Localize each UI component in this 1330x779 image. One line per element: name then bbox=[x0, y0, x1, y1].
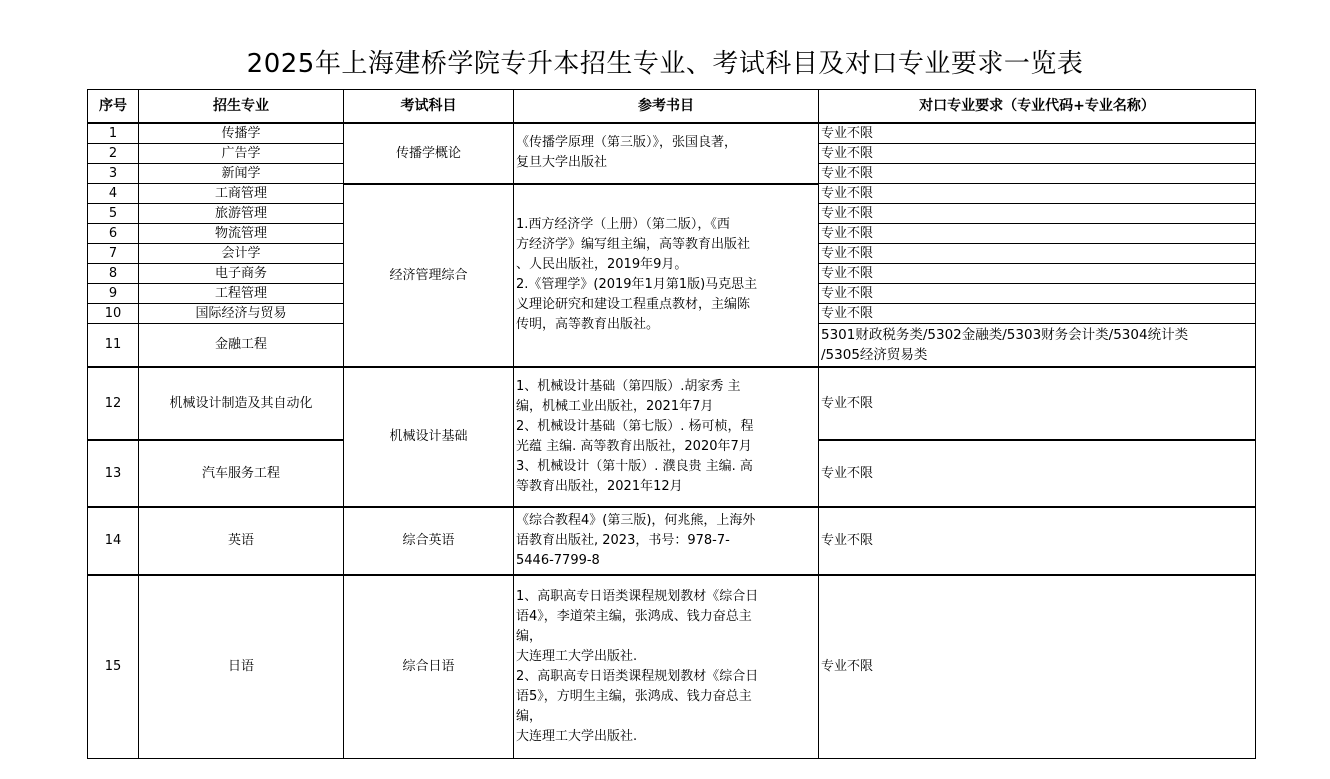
requirement-cell: 专业不限 bbox=[819, 123, 1256, 144]
exam-cell: 传播学概论 bbox=[344, 123, 514, 184]
books-cell: 1.西方经济学（上册）（第二版），《西 方经济学》编写组主编，高等教育出版社 、人民出版社，2019年9月。 2.《管理学》(2019年1月第1版)马克思主 义理论研究和建设工程重点教材，主编陈 传明，高等教育出版社。 bbox=[514, 184, 819, 368]
table-row bbox=[88, 507, 1256, 575]
seq-cell: 6 bbox=[88, 224, 139, 244]
table-row bbox=[88, 123, 1256, 144]
major-cell: 机械设计制造及其自动化 bbox=[139, 367, 344, 440]
header-seq: 序号 bbox=[88, 90, 139, 124]
major-cell: 国际经济与贸易 bbox=[139, 304, 344, 324]
seq-cell: 14 bbox=[88, 507, 139, 575]
requirement-cell: 专业不限 bbox=[819, 367, 1256, 440]
major-cell: 旅游管理 bbox=[139, 204, 344, 224]
seq-cell: 5 bbox=[88, 204, 139, 224]
seq-cell: 2 bbox=[88, 144, 139, 164]
table-header-row bbox=[88, 90, 1256, 124]
requirement-cell: 专业不限 bbox=[819, 244, 1256, 264]
table-row bbox=[88, 575, 1256, 759]
requirement-cell: 专业不限 bbox=[819, 284, 1256, 304]
major-cell: 工程管理 bbox=[139, 284, 344, 304]
major-cell: 电子商务 bbox=[139, 264, 344, 284]
requirement-cell: 专业不限 bbox=[819, 264, 1256, 284]
enrollment-table bbox=[87, 89, 1256, 759]
requirement-cell: 专业不限 bbox=[819, 507, 1256, 575]
major-cell: 传播学 bbox=[139, 123, 344, 144]
table-row bbox=[88, 184, 1256, 204]
requirement-cell: 专业不限 bbox=[819, 204, 1256, 224]
seq-cell: 15 bbox=[88, 575, 139, 759]
major-cell: 金融工程 bbox=[139, 324, 344, 368]
seq-cell: 9 bbox=[88, 284, 139, 304]
requirement-cell: 专业不限 bbox=[819, 164, 1256, 184]
requirement-cell: 专业不限 bbox=[819, 575, 1256, 759]
seq-cell: 3 bbox=[88, 164, 139, 184]
exam-cell: 经济管理综合 bbox=[344, 184, 514, 368]
requirement-cell: 专业不限 bbox=[819, 184, 1256, 204]
major-cell: 英语 bbox=[139, 507, 344, 575]
books-cell: 1、机械设计基础（第四版）.胡家秀 主 编，机械工业出版社，2021年7月 2、机械设计基础（第七版）. 杨可桢，程 光蕴 主编. 高等教育出版社，2020年7月 3、机械设计（第十版）. 濮良贵 主编. 高 等教育出版社，2021年12月 bbox=[514, 367, 819, 507]
exam-cell: 综合英语 bbox=[344, 507, 514, 575]
requirement-cell: 专业不限 bbox=[819, 440, 1256, 507]
major-cell: 工商管理 bbox=[139, 184, 344, 204]
major-cell: 会计学 bbox=[139, 244, 344, 264]
requirement-cell: 5301财政税务类/5302金融类/5303财务会计类/5304统计类 /5305经济贸易类 bbox=[819, 324, 1256, 368]
books-cell: 1、高职高专日语类课程规划教材《综合日 语4》，李道荣主编，张鸿成、钱力奋总主 编， 大连理工大学出版社. 2、高职高专日语类课程规划教材《综合日 语5》，方明生主编，张鸿成、钱力奋总主 编， 大连理工大学出版社. bbox=[514, 575, 819, 759]
major-cell: 物流管理 bbox=[139, 224, 344, 244]
header-requirement: 对口专业要求（专业代码+专业名称） bbox=[819, 90, 1256, 124]
seq-cell: 1 bbox=[88, 123, 139, 144]
seq-cell: 13 bbox=[88, 440, 139, 507]
major-cell: 汽车服务工程 bbox=[139, 440, 344, 507]
seq-cell: 8 bbox=[88, 264, 139, 284]
seq-cell: 12 bbox=[88, 367, 139, 440]
major-cell: 日语 bbox=[139, 575, 344, 759]
major-cell: 新闻学 bbox=[139, 164, 344, 184]
books-cell: 《传播学原理（第三版）》，张国良著， 复旦大学出版社 bbox=[514, 123, 819, 184]
header-books: 参考书目 bbox=[514, 90, 819, 124]
seq-cell: 10 bbox=[88, 304, 139, 324]
exam-cell: 综合日语 bbox=[344, 575, 514, 759]
seq-cell: 11 bbox=[88, 324, 139, 368]
requirement-cell: 专业不限 bbox=[819, 304, 1256, 324]
books-cell: 《综合教程4》(第三版)，何兆熊，上海外 语教育出版社, 2023，书号：978-7- 5446-7799-8 bbox=[514, 507, 819, 575]
major-cell: 广告学 bbox=[139, 144, 344, 164]
page-title: 2025年上海建桥学院专升本招生专业、考试科目及对口专业要求一览表 bbox=[246, 49, 1084, 79]
table-row bbox=[88, 367, 1256, 440]
header-major: 招生专业 bbox=[139, 90, 344, 124]
header-exam: 考试科目 bbox=[344, 90, 514, 124]
seq-cell: 4 bbox=[88, 184, 139, 204]
requirement-cell: 专业不限 bbox=[819, 144, 1256, 164]
exam-cell: 机械设计基础 bbox=[344, 367, 514, 507]
requirement-cell: 专业不限 bbox=[819, 224, 1256, 244]
seq-cell: 7 bbox=[88, 244, 139, 264]
